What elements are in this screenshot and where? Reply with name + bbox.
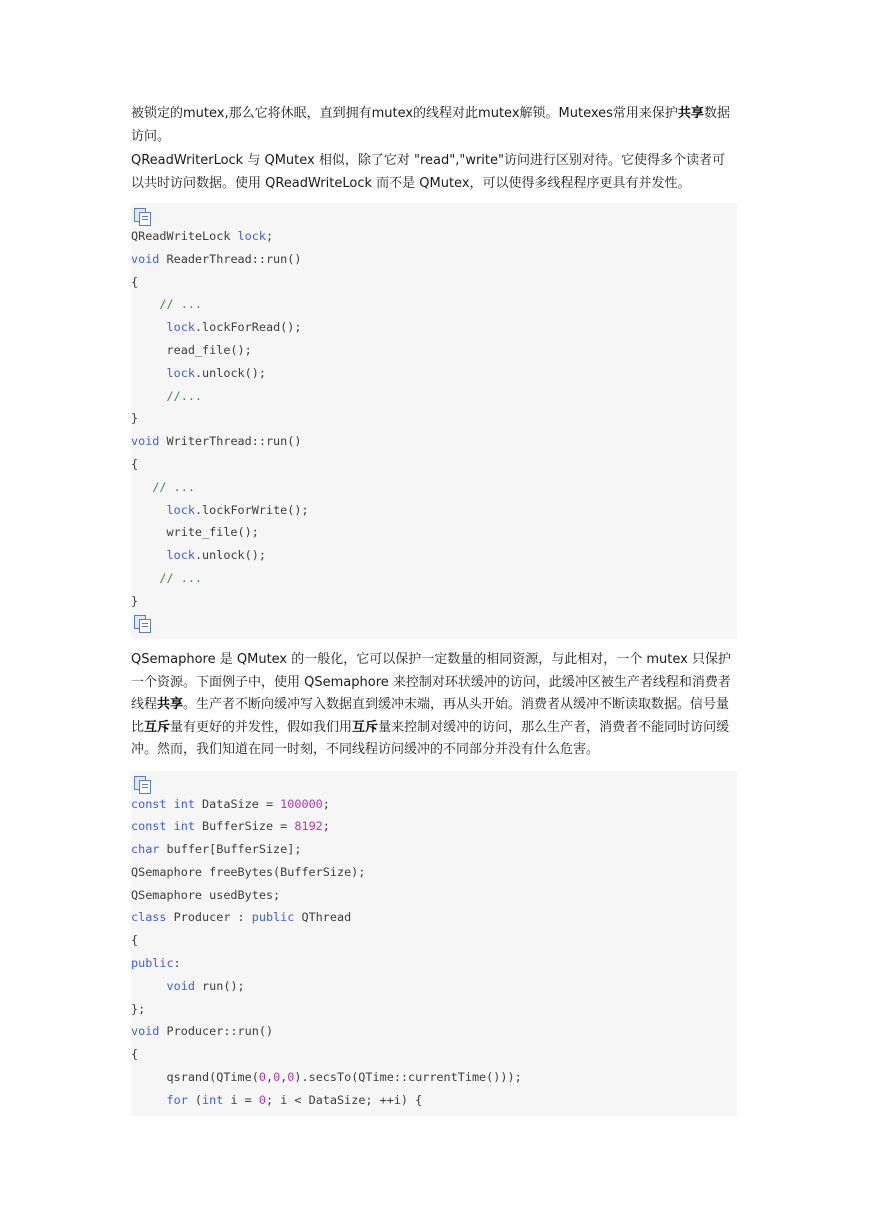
code-line [131,476,737,499]
code-token: read_file(); [131,342,252,357]
code-token: buffer[BufferSize]; [159,842,302,857]
code-token [131,366,167,380]
code-token: ReaderThread::run() [159,251,302,266]
code-line [131,499,737,522]
code-token: .lockForRead(); [194,320,302,335]
code-token: write_file(); [131,525,259,540]
code-token: { [131,933,139,948]
code-token: void [131,251,160,266]
bold-term: 互斥 [352,719,379,735]
code-lines [131,793,737,1112]
code-token: const [131,819,167,834]
paragraph-text: 数据访问。 [131,106,730,144]
code-token: qsrand(QTime( [131,1070,259,1085]
code-line [131,1043,737,1066]
code-token: Producer::run() [159,1024,274,1039]
code-token: char [131,842,160,857]
code-line [131,884,737,907]
code-token: lock [166,502,195,517]
code-line [131,225,737,248]
code-line [131,929,737,952]
code-line [131,861,737,884]
code-line [131,838,737,861]
code-token: // ... [152,479,195,494]
code-token: QThread [294,910,352,925]
code-token: ; [322,819,330,834]
code-token [167,797,174,811]
code-line [131,407,737,430]
code-token: //... [166,388,203,403]
code-token: }; [131,1001,146,1016]
code-block-readwritelock [131,203,737,639]
paragraph-semaphore [131,649,737,762]
code-line [131,521,737,544]
code-token: { [131,1047,139,1062]
copy-code-icon[interactable] [133,775,155,793]
code-line [131,793,737,816]
code-token [131,548,167,562]
code-token: ; i < DataSize; ++i) { [265,1092,423,1107]
code-line [131,316,737,339]
code-line [131,952,737,975]
code-token: int [202,1092,224,1107]
code-line [131,293,737,316]
bold-term: 共享 [157,697,184,712]
code-token: , [280,1070,288,1085]
code-token: run(); [194,978,245,993]
code-token: 0 [258,1070,266,1085]
paragraph-text: QSemaphore 是 QMutex 的一般化，它可以保护一定数量的相同资源，与此相对，一个 mutex 只保护一个资源。下面例子中，使用 QSemaphore 来控制对环状缓冲的访问，此缓冲区被生产者线程和消费者线程 [131,652,731,712]
code-token: : [173,956,181,971]
code-line [131,1089,737,1112]
code-line [131,430,737,453]
code-token: lock [237,229,266,243]
code-line [131,362,737,385]
code-token: } [131,593,139,608]
code-token: 0 [287,1070,295,1085]
code-token: BufferSize = [194,819,295,834]
code-token [131,320,167,334]
code-token: ).secsTo(QTime::currentTime())); [294,1070,522,1085]
code-token: int [173,819,195,834]
code-token: 0 [258,1092,266,1107]
code-token [131,571,159,585]
code-line [131,998,737,1021]
code-token: public [251,910,295,925]
code-token [167,819,174,833]
code-line [131,248,737,271]
code-token: QReadWriteLock [131,229,238,243]
code-token: ( [187,1092,203,1107]
code-token: i = [223,1092,259,1107]
code-token: void [131,434,160,449]
code-token: lock [166,548,195,563]
code-token: .unlock(); [194,548,266,563]
code-token: lock [166,365,195,380]
paragraph-mutex [131,103,737,148]
code-token [131,480,152,494]
code-token: void [131,1024,160,1039]
code-token: .lockForWrite(); [194,502,309,517]
paragraph-text: 。生产者不断向缓冲写入数据直到缓冲末端，再从头开始。消费者从缓冲不断读取数据。信号量比 [131,697,730,735]
code-line [131,339,737,362]
code-token: { [131,456,139,471]
code-line [131,385,737,408]
document-page [131,103,737,1116]
code-token: DataSize = [194,796,281,811]
code-token: const [131,796,167,811]
code-block-semaphore [131,771,737,1116]
code-token: lock [166,320,195,335]
code-line [131,975,737,998]
code-line [131,1020,737,1043]
code-token: .unlock(); [194,365,266,380]
code-token: ; [265,229,274,243]
paragraph-text: 被锁定的mutex,那么它将休眠，直到拥有mutex的线程对此mutex解锁。Mutexes常用来保护 [131,106,678,121]
code-token: void [166,978,195,993]
code-token: 100000 [280,796,323,811]
bold-term: 互斥 [144,719,171,735]
paragraph-readwritelock: QReadWriterLock 与 QMutex 相似，除了它对 "read","write"访问进行区别对待。它使得多个读者可以共时访问数据。使用 QReadWriteLock 而不是 QMutex，可以使得多线程程序更具有并发性。 [131,153,725,191]
code-token: // ... [159,570,203,585]
code-token: public [131,956,174,971]
bold-term: 共享 [677,106,704,121]
code-token: WriterThread::run() [159,434,302,449]
code-line [131,1066,737,1089]
code-token: 0 [273,1070,281,1085]
code-token [131,297,159,311]
code-line [131,453,737,476]
code-token [131,503,167,517]
code-line [131,590,737,613]
paragraph-text: 量有更好的并发性，假如我们用 [170,719,353,735]
code-token: int [173,796,195,811]
code-line [131,271,737,294]
code-token: , [265,1070,274,1085]
code-token: Producer : [166,910,252,925]
code-token [131,1093,167,1107]
code-token [131,979,167,993]
copy-code-icon[interactable] [133,207,155,225]
code-line [131,544,737,567]
code-line [131,815,737,838]
code-token: 8192 [294,819,323,834]
code-token: QSemaphore usedBytes; [131,887,281,902]
code-token: for [166,1092,188,1107]
code-token: QSemaphore freeBytes(BufferSize); [131,864,366,879]
code-token: ; [322,796,330,811]
code-line [131,567,737,590]
paragraph-text: 量来控制对缓冲的访问，那么生产者，消费者不能同时访问缓冲。然而，我们知道在同一时刻，不同线程访问缓冲的不同部分并没有什么危害。 [131,719,730,757]
code-lines [131,225,737,613]
code-token: class [131,910,167,925]
code-token: } [131,411,139,426]
code-token: // ... [159,297,203,312]
code-line [131,906,737,929]
code-token: { [131,274,139,289]
code-token [131,389,167,403]
copy-code-icon[interactable] [133,614,155,632]
